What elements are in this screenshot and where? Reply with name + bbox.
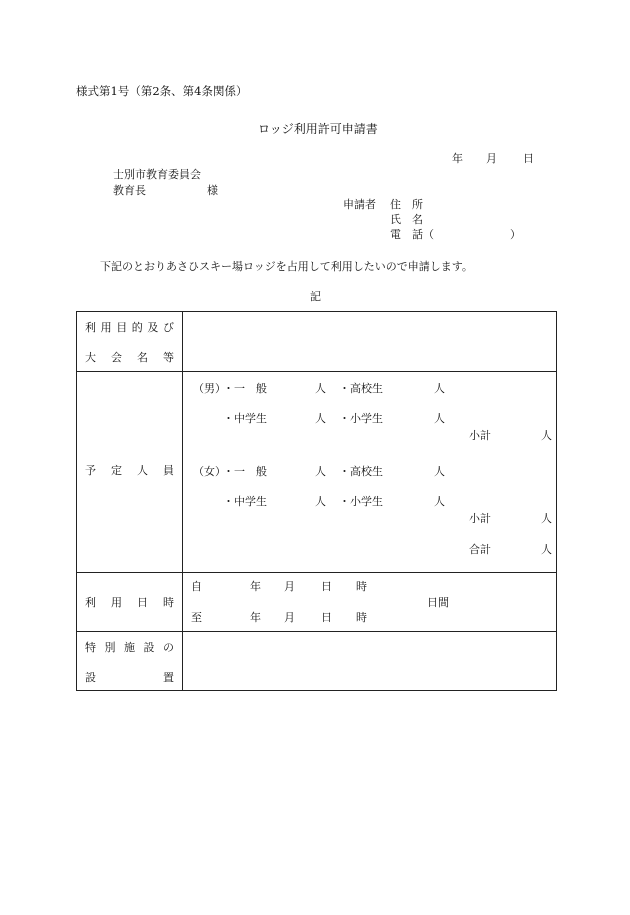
female-label: （女） <box>193 465 226 478</box>
addressee-honorific: 様 <box>207 184 218 197</box>
label-char: 別 <box>104 641 116 654</box>
female-subtotal-unit: 人 <box>541 512 552 525</box>
female-subtotal-label: 小計 <box>469 512 491 525</box>
purpose-label-line2 <box>85 352 174 363</box>
special-label-line2 <box>85 672 174 683</box>
male-subtotal-label: 小計 <box>469 429 491 442</box>
page-title: ロッジ利用許可申請書 <box>258 122 378 136</box>
male-elementary-unit: 人 <box>434 412 445 425</box>
date-month: 月 <box>486 152 497 165</box>
label-char: 置 <box>163 671 174 684</box>
male-middle-school: ・中学生 <box>223 412 267 425</box>
total-label: 合計 <box>469 543 491 556</box>
special-row <box>77 632 557 691</box>
phone-close: ） <box>510 228 521 241</box>
to-year: 年 <box>250 611 261 624</box>
purpose-row <box>77 312 557 372</box>
days-label: 日間 <box>427 596 449 609</box>
female-general: ・一 般 <box>223 465 267 478</box>
label-char: 時 <box>163 596 174 609</box>
from-day: 日 <box>321 580 332 593</box>
special-label-cell <box>77 632 183 691</box>
to-month: 月 <box>284 611 295 624</box>
phone-label: 電 話（ <box>390 228 434 241</box>
label-char: 定 <box>111 464 122 477</box>
to-label: 至 <box>191 611 202 624</box>
male-general: ・一 般 <box>223 382 267 395</box>
female-elementary: ・小学生 <box>339 495 383 508</box>
people-value-cell[interactable] <box>183 372 557 573</box>
label-char: 用 <box>100 321 112 334</box>
label-char: 利 <box>85 321 96 334</box>
people-label-cell <box>77 372 183 573</box>
date-day: 日 <box>523 152 534 165</box>
label-char: 人 <box>137 464 148 477</box>
female-high-school-unit: 人 <box>434 465 445 478</box>
male-label: （男） <box>193 382 226 395</box>
label-char: 及 <box>147 321 159 334</box>
male-general-unit: 人 <box>315 382 326 395</box>
to-hour: 時 <box>356 611 367 624</box>
from-hour: 時 <box>356 580 367 593</box>
special-value-cell[interactable] <box>183 632 557 691</box>
purpose-label-cell <box>77 312 183 372</box>
body-text: 下記のとおりあさひスキー場ロッジを占用して利用したいので申請します。 <box>100 260 473 273</box>
label-char: 設 <box>143 641 155 654</box>
special-label-line1 <box>85 642 174 653</box>
from-year: 年 <box>250 580 261 593</box>
male-elementary: ・小学生 <box>339 412 383 425</box>
name-label: 氏 名 <box>390 213 423 226</box>
female-middle-school-unit: 人 <box>315 495 326 508</box>
label-char: 的 <box>131 321 143 334</box>
label-char: 等 <box>163 351 174 364</box>
from-label: 自 <box>191 580 202 593</box>
date-year: 年 <box>452 152 463 165</box>
purpose-value-cell[interactable] <box>183 312 557 372</box>
addressee-org: 士別市教育委員会 <box>113 168 201 181</box>
label-char: 施 <box>124 641 135 654</box>
application-table <box>76 311 557 691</box>
addressee-person: 教育長 <box>113 184 146 197</box>
datetime-row <box>77 573 557 632</box>
label-char: の <box>163 641 174 654</box>
total-unit: 人 <box>541 543 552 556</box>
label-char: 名 <box>137 351 148 364</box>
label-char: 設 <box>85 671 96 684</box>
label-char: び <box>162 321 174 334</box>
male-high-school: ・高校生 <box>339 382 383 395</box>
female-general-unit: 人 <box>315 465 326 478</box>
label-char: 会 <box>111 351 122 364</box>
label-char: 員 <box>163 464 174 477</box>
male-subtotal-unit: 人 <box>541 429 552 442</box>
form-number: 様式第1号（第2条、第4条関係） <box>76 84 248 98</box>
purpose-label-line1 <box>85 322 174 333</box>
label-char: 特 <box>85 641 96 654</box>
label-char: 利 <box>85 596 96 609</box>
male-middle-school-unit: 人 <box>315 412 326 425</box>
applicant-label: 申請者 <box>343 198 376 211</box>
male-high-school-unit: 人 <box>434 382 445 395</box>
female-elementary-unit: 人 <box>434 495 445 508</box>
to-day: 日 <box>321 611 332 624</box>
label-char: 日 <box>137 596 148 609</box>
label-char: 目 <box>116 321 128 334</box>
label-char: 大 <box>85 351 96 364</box>
datetime-label <box>85 597 174 608</box>
people-row <box>77 372 557 573</box>
datetime-value-cell[interactable] <box>183 573 557 632</box>
address-label: 住 所 <box>390 198 423 211</box>
label-char: 用 <box>111 596 122 609</box>
female-middle-school: ・中学生 <box>223 495 267 508</box>
people-label <box>85 465 174 476</box>
datetime-label-cell <box>77 573 183 632</box>
female-high-school: ・高校生 <box>339 465 383 478</box>
ki-heading: 記 <box>310 290 321 303</box>
label-char: 予 <box>85 464 96 477</box>
from-month: 月 <box>284 580 295 593</box>
